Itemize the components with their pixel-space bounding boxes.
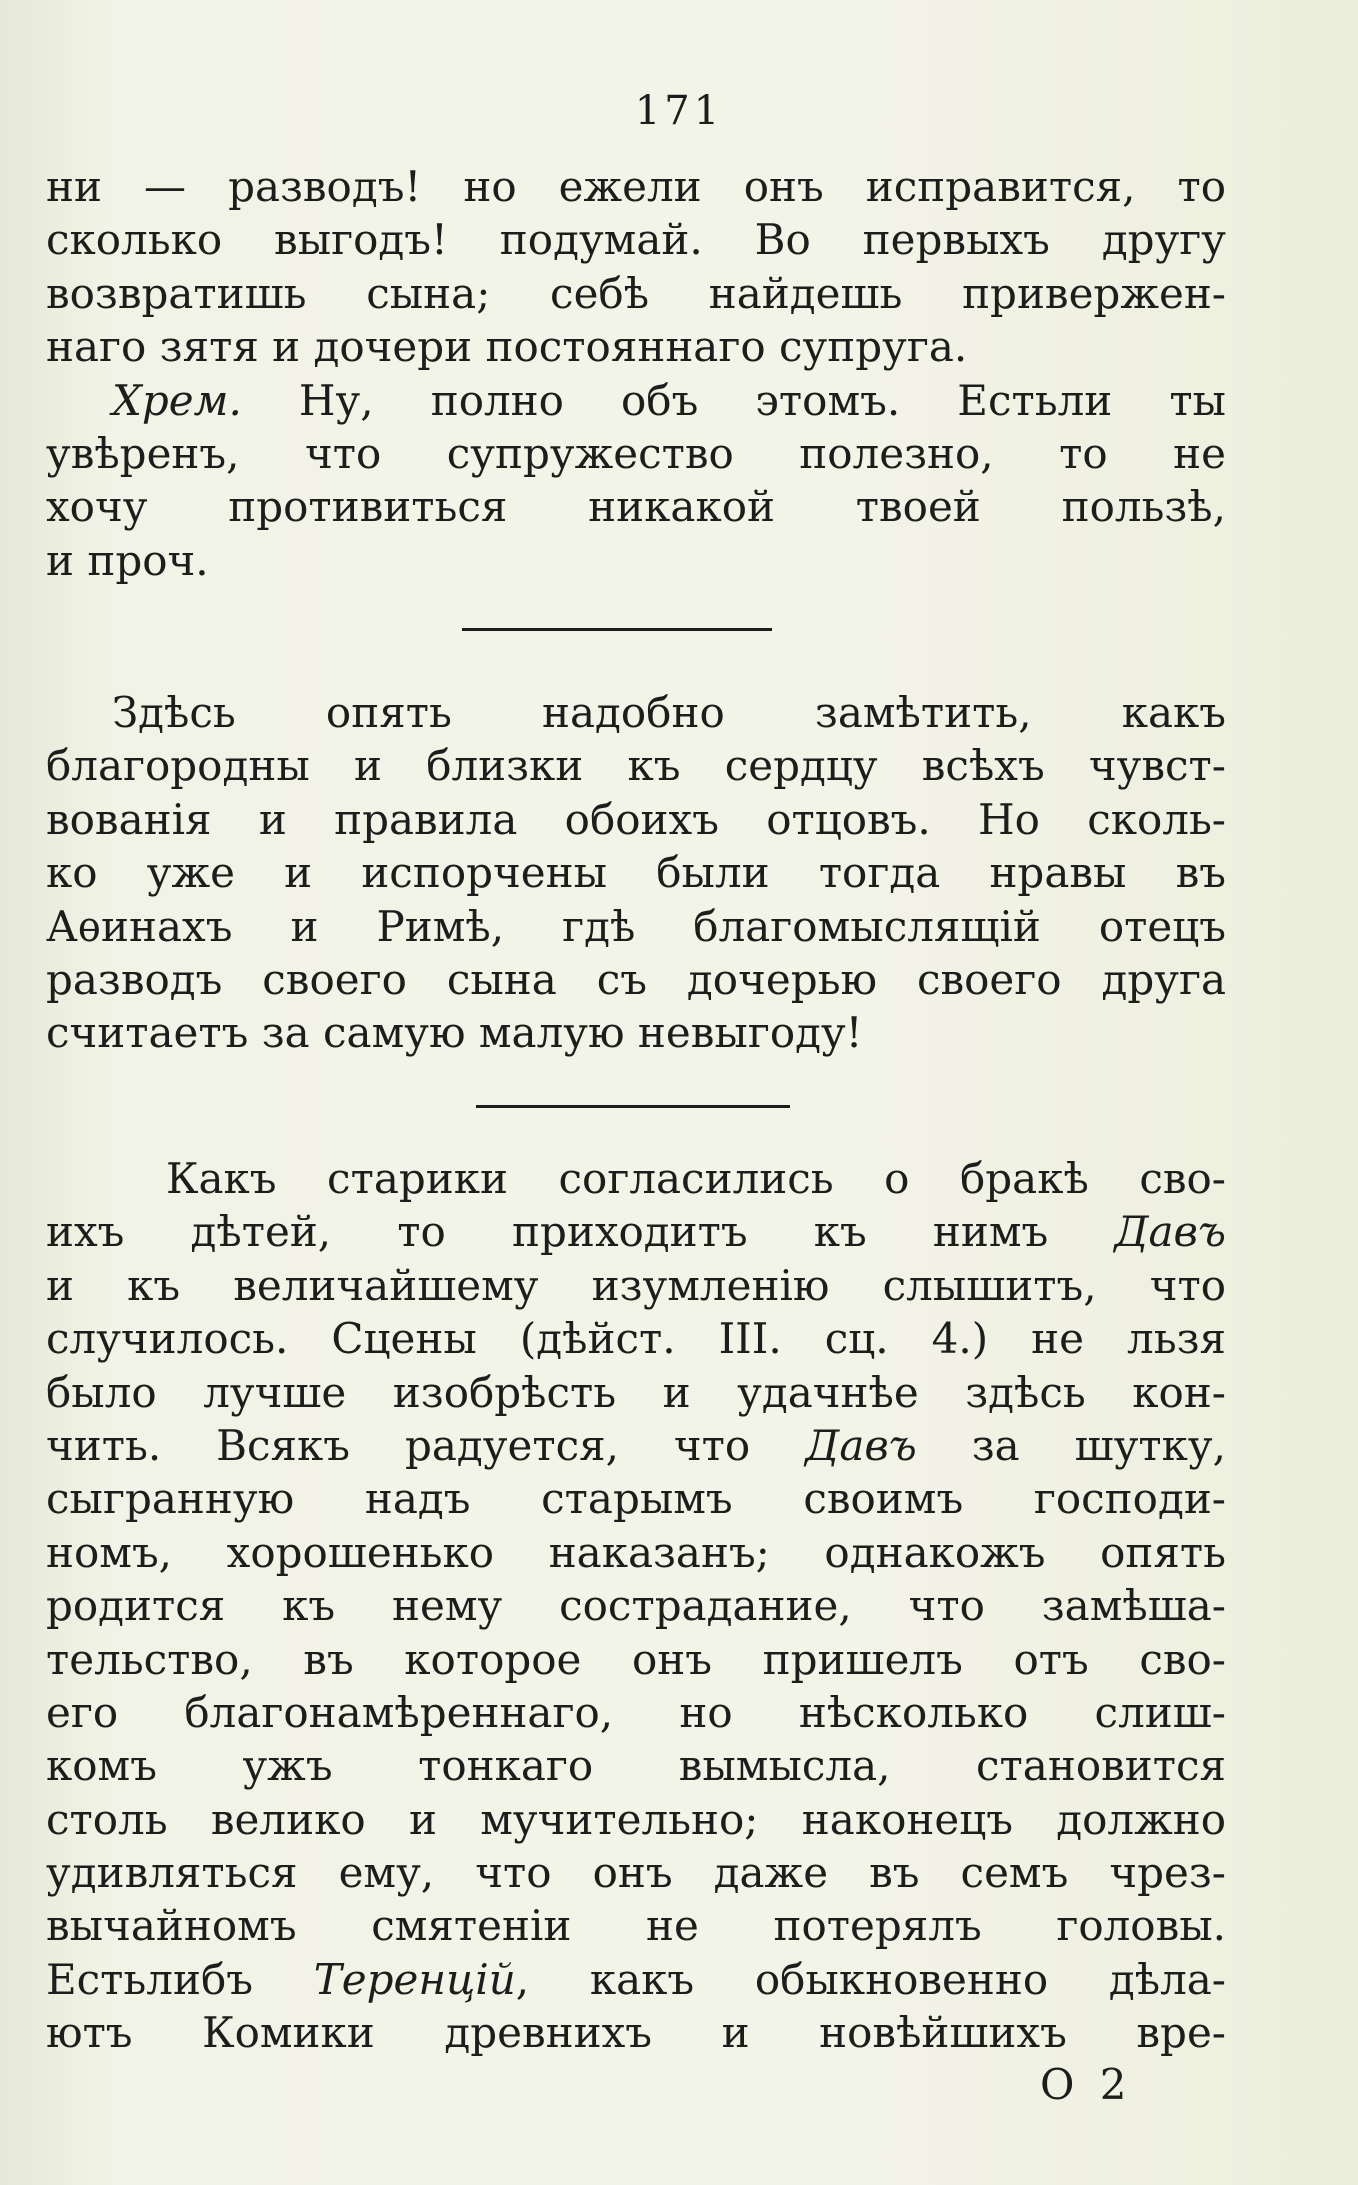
line-text: ихъ дѣтей, то приходитъ къ нимъ [46, 1207, 1049, 1257]
text-line: наго зятя и дочери постояннаго супруга. [46, 322, 968, 372]
text-line: вованія и правила обоихъ отцовъ. Но сколь- [46, 794, 1226, 844]
text-line: увѣренъ, что супружество полезно, то не [46, 428, 1226, 478]
text-line [46, 374, 1226, 427]
speaker-name: Хрем. [112, 375, 242, 425]
text-line: ютъ Комики древнихъ и новѣйшихъ вре- [46, 2008, 1226, 2058]
text-line: тельство, въ которое онъ пришелъ отъ сво- [46, 1634, 1226, 1684]
text-line [46, 1205, 1226, 1258]
line-text: Естьлибъ [46, 1954, 253, 2004]
text-line [46, 1419, 1226, 1472]
text-line: разводъ своего сына съ дочерью своего друга [46, 954, 1226, 1004]
speaker-text: Ну, полно объ этомъ. Естьли ты [298, 375, 1226, 425]
text-line: возвратишь сына; себѣ найдешь привержен- [46, 268, 1226, 318]
line-text: , какъ обыкновенно дѣла- [515, 1954, 1226, 2004]
text-line: Аѳинахъ и Римѣ, гдѣ благомыслящій отецъ [46, 901, 1226, 951]
paragraph-one [46, 686, 1226, 1060]
text-line: Здѣсь опять надобно замѣтить, какъ [112, 688, 1226, 737]
text-line: ни — разводъ! но ежели онъ исправится, то [46, 162, 1226, 211]
text-line: хочу противиться никакой твоей пользѣ, [46, 482, 1226, 532]
line-text: чить. Всякъ радуется, что [46, 1420, 751, 1470]
text-line: сыгранную надъ старымъ своимъ господи- [46, 1474, 1226, 1524]
text-line: сколько выгодъ! подумай. Во первыхъ другу [46, 215, 1226, 265]
text-line: было лучше изобрѣсть и удачнѣе здѣсь кон- [46, 1367, 1226, 1417]
text-line: номъ, хорошенько наказанъ; однакожъ опять [46, 1527, 1226, 1577]
section-divider [476, 1105, 790, 1108]
page-number: 171 [634, 88, 724, 134]
text-line: столь велико и мучительно; наконецъ должно [46, 1794, 1226, 1844]
signature-mark: O 2 [1040, 2060, 1133, 2109]
text-line: вычайномъ смятеніи не потерялъ головы. [46, 1901, 1226, 1951]
character-name: Давъ [1114, 1207, 1226, 1257]
dialogue-block [46, 160, 1226, 587]
text-line: ко уже и испорчены были тогда нравы въ [46, 848, 1226, 898]
text-line: его благонамѣреннаго, но нѣсколько слиш- [46, 1687, 1226, 1737]
author-name: Теренцій [313, 1954, 516, 2004]
text-line: родится къ нему сострадание, что замѣша- [46, 1581, 1226, 1631]
section-divider [462, 628, 772, 631]
text-line: и къ величайшему изумленію слышитъ, что [46, 1260, 1226, 1310]
paragraph-two [46, 1152, 1226, 2060]
text-line: удивляться ему, что онъ даже въ семъ чрез- [46, 1848, 1226, 1898]
text-line: и проч. [46, 535, 209, 585]
line-text: за шутку, [971, 1420, 1226, 1470]
text-line [46, 1953, 1226, 2006]
character-name: Давъ [805, 1420, 917, 1470]
text-line: Какъ старики согласились о бракѣ сво- [166, 1154, 1226, 1203]
text-line: благородны и близки къ сердцу всѣхъ чувст- [46, 741, 1226, 791]
text-line: комъ ужъ тонкаго вымысла, становится [46, 1741, 1226, 1791]
text-line: считаетъ за самую малую невыгоду! [46, 1008, 863, 1058]
text-line: случилось. Сцены (дѣйст. III. сц. 4.) не льзя [46, 1314, 1226, 1364]
